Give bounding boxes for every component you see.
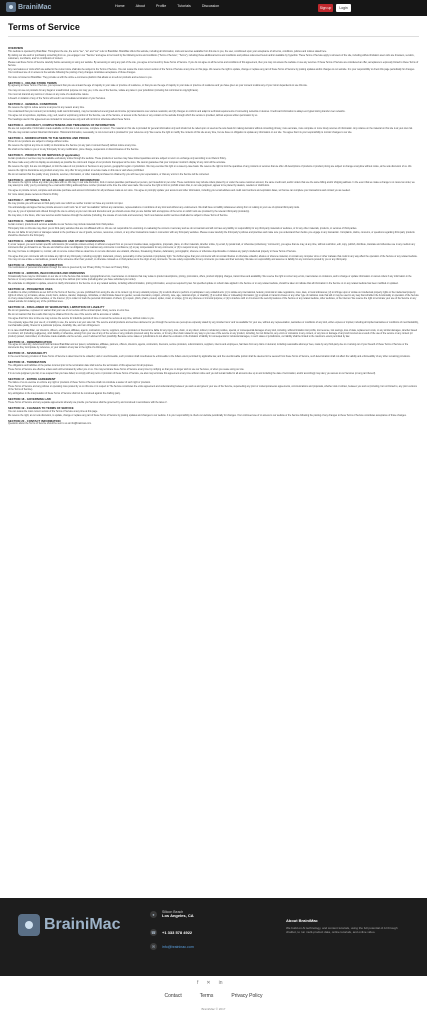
terms-section — [8, 341, 419, 351]
section-heading: SECTION 13 - DISCLAIMER OF WARRANTIES; LIMITATION OF LIABILITY — [8, 304, 105, 309]
section-paragraph: The obligations and liabilities of the parties incurred prior to the termination date shall survive the termination of this agreement for all purposes. — [8, 364, 154, 367]
section-heading: SECTION 18 - GOVERNING LAW — [8, 397, 51, 402]
section-paragraph: You agree to provide current, complete and accurate purchase and account information for all purchases made at our store. You agree to promptly update your account and other information, including your email address and credit card numbers and expiration dates, so that we can complete your transactions and contact you as needed. — [8, 189, 351, 192]
linkedin-icon[interactable]: in — [218, 980, 223, 986]
terms-section — [8, 264, 419, 271]
terms-sections — [8, 47, 419, 426]
address-line1: Silicon Beach — [162, 910, 184, 914]
section-paragraph: We may provide you with access to third-party tools over which we neither monitor nor have any control nor input. — [8, 202, 124, 205]
section-paragraph: We shall not be liable to you or to any third-party for any modification, price change, suspension or discontinuance of the Service. — [8, 149, 140, 152]
section-heading: SECTION 14 - INDEMNIFICATION — [8, 339, 52, 344]
section-paragraph: You understand that your content (not including credit card information), may be transferred unencrypted and involve (a) transmissions over various networks; and (b) changes to conform and adapt to technical requirements of connecting networks or devices. Credit card information is always encrypted during transfer over networks. — [8, 110, 346, 113]
section-paragraph: The failure of us to exercise or enforce any right or provision of these Terms of Service shall not constitute a waiver of such right or provision. — [8, 381, 151, 384]
privacy-policy-link[interactable]: Privacy Policy — [231, 993, 263, 999]
section-paragraph: Any use by you of optional tools offered through the site is entirely at your own risk and discretion and you should ensure that you are familiar with and approve of the terms on which tools are provided by the relevant third-party provider(s). — [8, 211, 250, 213]
terms-section — [8, 179, 419, 197]
footer-logo[interactable] — [18, 914, 120, 936]
terms-section — [8, 199, 419, 218]
section-heading: SECTION 4 - MODIFICATIONS TO THE SERVICE AND PRICES — [8, 136, 90, 141]
section-paragraph: We do not warrant that the results that may be obtained from the use of the service will be accurate or reliable. — [8, 313, 121, 316]
section-heading: SECTION 10 - PERSONAL INFORMATION — [8, 262, 63, 267]
section-paragraph: Third-party links on this site may direct you to third-party websites that are not affiliated with us. We are not responsible for examining or evaluating the content or accuracy and we do not warrant and will not have any liability or responsibility for any third-party materials or websites, or for any other materials, products, or services of third-parties. — [8, 228, 358, 231]
section-paragraph: In no case shall BrainiMac, our directors, officers, employees, affiliates, agents, contractors, interns, suppliers, service providers or licensors be liable for any injury, loss, claim, or any direct, indirect, incidental, punitive, special, or consequential damages of any kind, including, without limitation lost profits, lost revenue, lost savings, loss of data, replacement costs, or any similar damages, whether based in contract, tort (including negligence), strict liability or otherwise, arising from your use of any of the service or any products procured using the service, or for any other claim related in any way to your use of the service or any product, including, but not limited to, any errors or omissions in any content, or any loss or damage of any kind incurred as a result of the use of the service or any content (or product) posted, transmitted, or otherwise made available via the service, even if advised of their possibility. Because some states or jurisdictions do not allow the exclusion or the limitation of liability for consequential or incidental damages, in such states or jurisdictions, our liability shall be limited to the maximum extent permitted by law. — [8, 329, 418, 338]
section-paragraph: Prices for our products are subject to change without notice. — [8, 140, 70, 143]
top-navbar — [0, 0, 427, 16]
section-heading: SECTION 8 - THIRD-PARTY LINKS — [8, 219, 54, 224]
section-heading: SECTION 17 - ENTIRE AGREEMENT — [8, 377, 56, 382]
section-heading: SECTION 3 - ACCURACY, COMPLETENESS AND TIMELINESS OF INFORMATION — [8, 123, 115, 128]
section-heading: SECTION 12 - PROHIBITED USES — [8, 287, 53, 292]
section-paragraph: You may not use our products for any illegal or unauthorized purpose nor may you, in the use of the Service, violate any laws in your jurisdiction (including but not limited to copyright laws). — [8, 89, 199, 92]
section-paragraph: These Terms of Service and any policies or operating rules posted by us on this site or in respect to The Service constitutes the entire agreement and understanding between you and us and govern your use of the Service, superseding any prior or contemporaneous agreements, communications and proposals, whether oral or written, between you and us (including, but not limited to, any prior versions of the Terms of Service). — [8, 385, 417, 392]
section-paragraph: Certain products or services may be available exclusively online through the website. These products or services may have limited quantities and are subject to return or exchange only according to our Return Policy. — [8, 157, 227, 160]
social-links — [197, 980, 223, 986]
section-paragraph: Any ambiguities in the interpretation of these Terms of Service shall not be construed against the drafting party. — [8, 393, 121, 396]
section-paragraph: These Terms of Service are effective unless and until terminated by either you or us. You may terminate these Terms of Service at any time by notifying us that you no longer wish to use our Services, or when you cease using our site. — [8, 368, 245, 371]
bottom-links — [0, 993, 427, 999]
title-divider — [8, 36, 419, 37]
section-paragraph: This website is operated by BrainiMac. Throughout the site, the terms "we", "us" and "our" refer to BrainiMac. BrainiMac offers this website, including all information, tools and services available from this site to you, the user, conditioned upon your acceptance of all terms, conditions, policies and notices stated here. — [8, 50, 327, 53]
section-paragraph: Any new features or tools which are added to the current store shall also be subject to the Terms of Service. You can review the most current version of the Terms of Service at any time on this page. We reserve the right to update, change or replace any part of these Terms of Service by posting updates and/or changes to our website. It is your responsibility to check this page periodically for changes. Your continued use of or access to the website following the posting of any changes constitutes acceptance of those changes. — [8, 69, 415, 75]
section-paragraph: The headings used in this agreement are included for convenience only and will not limit or otherwise affect these Terms. — [8, 119, 131, 122]
section-paragraph: You agree not to reproduce, duplicate, copy, sell, resell or exploit any portion of the Service, use of the Service, or access to the Service or any contact on the website through which the service is provided, without express written permission by us. — [8, 115, 258, 118]
facebook-icon[interactable]: f — [197, 980, 199, 986]
section-heading: SECTION 5 - PRODUCTS OR SERVICES (if applicable) — [8, 153, 80, 158]
terms-section — [8, 398, 419, 405]
terms-section — [8, 407, 419, 418]
terms-section — [8, 361, 419, 376]
section-paragraph: We have made every effort to display as accurately as possible the colors and images of our products that appear at the store. We cannot guarantee that your computer monitor's display of any color will be accurate. — [8, 162, 226, 165]
footer-address — [150, 910, 194, 919]
footer-about — [286, 918, 406, 934]
section-paragraph: If in our sole judgment you fail, or we suspect that you have failed, to comply with any term or provision of these Terms of Service, we also may terminate this agreement at any time without notice and you will remain liable for all amounts due up to and including the date of termination; and/or accordingly may deny you access to our Services (or any part thereof). — [8, 373, 376, 376]
section-paragraph: You expressly agree that your use of, or inability to use, the service is at your sole risk. The service and all products and services delivered to you through the service are (except as expressly stated by us) provided 'as is' and 'as available' for your use, without any representation, warranties or conditions of any kind, either express or implied, including all implied warranties or conditions of merchantability, merchantable quality, fitness for a particular purpose, durability, title, and non-infringement. — [8, 322, 419, 328]
bottom-bar — [0, 976, 427, 1024]
section-heading: SECTION 19 - CHANGES TO TERMS OF SERVICE — [8, 405, 74, 410]
section-paragraph: We are not responsible if information made available on this site is not accurate, complete or current. The material on this site is provided for general information only and should not be relied upon or used as the sole basis for making decisions without consulting primary, more accurate, more complete or more timely sources of information. Any reliance on the material on this site is at your own risk. — [8, 128, 413, 130]
phone-number[interactable]: +1 333 578 4922 — [162, 930, 193, 935]
section-heading: SECTION 20 - CONTACT INFORMATION — [8, 418, 61, 423]
footer-phone — [150, 929, 192, 936]
section-paragraph: Your submission of personal information through the store is governed by our Privacy Policy. To view our Privacy Policy. — [8, 267, 130, 270]
about-text: We build on AI technology, and content tutorials, using the full potential of AI through chatbot, to run multi-product data, online tutorials, and online video. — [286, 926, 398, 934]
contact-link[interactable]: Contact — [164, 993, 182, 999]
section-heading: SECTION 9 - USER COMMENTS, FEEDBACK AND OTHER SUBMISSIONS — [8, 239, 105, 244]
section-heading: SECTION 16 - TERMINATION — [8, 360, 47, 365]
section-paragraph: You agree that from time to time we may remove the service for indefinite periods of time or cancel the service at any time, without notice to you. — [8, 318, 155, 321]
terms-section — [8, 82, 419, 101]
terms-link[interactable]: Terms — [199, 993, 214, 999]
address-line2: Los Angeles, CA — [162, 913, 194, 919]
section-heading: SECTION 6 - ACCURACY OF BILLING AND ACCOUNT INFORMATION — [8, 177, 100, 182]
section-paragraph: We reserve the right to refuse service to anyone for any reason at any time. — [8, 106, 85, 109]
location-icon: ● — [150, 911, 157, 918]
nav-profile[interactable]: Profile — [156, 4, 167, 8]
section-heading: SECTION 15 - SEVERABILITY — [8, 351, 48, 356]
terms-section — [8, 47, 419, 80]
section-paragraph: You agree that your comments will not violate any right of any third-party, including copyright, trademark, privacy, personality or other personal or proprietary right. You further agree that your comments will not contain libelous or otherwise unlawful, abusive or obscene material, or contain any computer virus or other malware that could in any way affect the operation of the Service or any related website. You may not use a false e-mail address, pretend to be someone other than yourself, or otherwise mislead us or third-parties as to the origin of any comments. You are solely responsible for any comments you make and their accuracy. We take no responsibility and assume no liability for any comments posted by you or any third-party. — [8, 255, 418, 261]
phone-icon: ☎ — [151, 930, 156, 935]
section-paragraph: We reserve the right, at our sole discretion, to update, change or replace any part of these Terms of Service by posting updates and changes to our website. It is your responsibility to check our website periodically for changes. Your continued use of or access to our website or the Service following the posting of any changes to these Terms of Service constitutes acceptance of those changes. — [8, 414, 407, 417]
nav-home[interactable]: Home — [115, 4, 125, 8]
terms-section — [8, 378, 419, 396]
section-paragraph: We are not liable for any harm or damages related to the purchase or use of goods, services, resources, content, or any other transactions made in connection with any third-party websites. Please review carefully the third-party's policies and practices and make sure you understand them before you engage in any transaction. Complaints, claims, concerns, or questions regarding third-party products should be directed to the third-party. — [8, 232, 415, 238]
section-heading: SECTION 2 - GENERAL CONDITIONS — [8, 102, 58, 107]
brand-logo[interactable] — [6, 2, 51, 12]
section-paragraph: If, at our request, you send certain specific submissions (for example contest entries) or without a request from us you send creative ideas, suggestions, proposals, plans, or other materials, whether online, by email, by postal mail, or otherwise (collectively, 'comments'), you agree that we may, at any time, without restriction, edit, copy, publish, distribute, translate and otherwise use in any medium any comments that you forward to us. We are and shall be under no obligation (1) to maintain any comments in confidence; (2) to pay compensation for any comments; or (3) to respond to any comments. — [8, 244, 416, 250]
page-title: Terms of Service — [8, 22, 80, 32]
terms-section — [8, 137, 419, 152]
email-icon: ✉ — [151, 944, 156, 949]
section-paragraph: By agreeing to these Terms of Service, you represent that you are at least the age of majority in your state or province of residence, or that you are the age of majority in your state or province of residence and you have given us your consent to allow any of your minor dependents to use this site. — [8, 85, 308, 88]
section-paragraph: We reserve the right, but are not obligated, to limit the sales of our products or Services to any person, geographic region or jurisdiction. We may exercise this right on a case-by-case basis. We reserve the right to limit the quantities of any products or services that we offer. All descriptions of products or product pricing are subject to change at anytime without notice, at the sole discretion of us. We reserve the right to discontinue any product at any time. Any offer for any product or service made on this site is void where prohibited. — [8, 166, 412, 172]
email-link[interactable]: info@braininac.com — [162, 944, 194, 949]
section-paragraph: For more detail, please review our Returns Policy. — [8, 193, 59, 196]
section-paragraph: You can review the most current version of the Terms of Service at any time at this page. — [8, 410, 98, 413]
section-paragraph: We may also, in the future, offer new services and/or features through the website (including, the release of new tools and resources). Such new features and/or services shall also be subject to these Terms of Service. — [8, 215, 229, 218]
section-paragraph: Certain content, products and services available via our Service may include materials from third-parties. — [8, 223, 115, 226]
terms-section — [8, 154, 419, 176]
about-heading: About BrainiMac — [286, 918, 318, 923]
section-heading: OVERVIEW — [8, 46, 24, 50]
nav-about[interactable]: About — [135, 4, 145, 8]
footer-brand-name: BrainiMac — [44, 916, 121, 933]
login-button[interactable]: Login — [336, 4, 351, 12]
nav-tutorials[interactable]: Tutorials — [177, 4, 191, 8]
section-paragraph: We do not warrant that the quality of any products, services, information, or other material purchased or obtained by you will meet your expectations, or that any errors in the Service will be corrected. — [8, 173, 210, 176]
section-paragraph: Questions about the Terms of Service should be sent to us at info@braininac.com. — [8, 423, 92, 426]
section-paragraph: You acknowledge and agree that we provide access to such tools "as is" and "as available" without any warranties, representations or conditions of any kind and without any endorsement. We shall have no liability whatsoever arising from or relating to your use of optional third-party tools. — [8, 206, 300, 209]
section-paragraph: Please read these Terms of Service carefully before accessing or using our website. By accessing or using any part of the site, you agree to be bound by these Terms of Service. If you do not agree to all the terms and conditions of this agreement, then you may not access the website or use any services. If these Terms of Service are considered an offer, acceptance is expressly limited to these Terms of Service. — [8, 62, 419, 68]
terms-section — [8, 352, 419, 359]
nav-discussion[interactable]: Discussion — [201, 4, 220, 8]
brain-logo-icon — [18, 914, 40, 936]
terms-section — [8, 103, 419, 122]
x-twitter-icon[interactable]: ✕ — [206, 980, 211, 986]
section-paragraph: You must not transmit any worms or viruses or any code of a destructive nature. — [8, 93, 90, 96]
section-heading: SECTION 11 - ERRORS, INACCURACIES AND OMISSIONS — [8, 271, 85, 276]
section-paragraph: Occasionally there may be information on our site or in the Service that contains typographical errors, inaccuracies or omissions that may relate to product descriptions, pricing, promotions, offers, product shipping charges, transit times and availability. We reserve the right to correct any errors, inaccuracies or omissions, and to change or update information or cancel orders if any information in the Service or on any related website is inaccurate at any time without prior notice (including after you have submitted your order). — [8, 275, 412, 281]
terms-section — [8, 288, 419, 304]
terms-section — [8, 272, 419, 286]
section-paragraph: We reserve the right at any time to modify or discontinue the Service (or any part or content thereof) without notice at any time. — [8, 145, 137, 148]
footer — [0, 898, 427, 976]
section-paragraph: We undertake no obligation to update, amend or clarify information in the Service or on any related website, including without limitation, pricing information, except as required by law. No specified update or refresh date applied in the Service or on any related website, should be taken to indicate that all information in the Service or on any related website has been modified or updated. — [8, 283, 399, 286]
terms-section — [8, 306, 419, 339]
brand-name: BrainiMac — [18, 3, 52, 11]
section-paragraph: You agree to indemnify, defend and hold harmless BrainiMac and our parent, subsidiaries, affiliates, partners, officers, directors, agents, contractors, licensors, service providers, subcontractors, suppliers, interns and employees, harmless from any claim or demand, including reasonable attorneys' fees, made by any third-party due to or arising out of your breach of these Terms of Service or the documents they incorporate by reference, or your violation of any law or the rights of a third-party. — [8, 344, 409, 350]
footer-email — [150, 943, 194, 950]
section-paragraph: We reserve the right to refuse any order you place with us. We may, in our sole discretion, limit or cancel quantities purchased per person, per household or per order. These restrictions may include orders placed by or under the same customer account, the same credit card, and/or orders that use the same billing and/or shipping address. In the event that we make a change to or cancel an order, we may attempt to notify you by contacting the e-mail and/or billing address/phone number provided at the time the order was made. We reserve the right to limit or prohibit orders that, in our sole judgment, appear to be placed by dealers, resellers or distributors. — [8, 182, 415, 188]
signup-button[interactable]: Sign up — [319, 6, 332, 10]
section-paragraph: We do not guarantee, represent or warrant that your use of our service will be uninterrupted, timely, secure or error-free. — [8, 309, 130, 312]
terms-section — [8, 240, 419, 261]
section-heading: SECTION 1 - ONLINE STORE TERMS — [8, 80, 57, 85]
section-paragraph: By visiting our site and/ or purchasing something from us, you engage in our "Service" and agree to be bound by the following terms and conditions ("Terms of Service", "Terms"), including those additional terms and conditions and policies referenced herein and/or available by hyperlink. These Terms of Service apply to all users of the site, including without limitation users who are browsers, vendors, customers, merchants, and/ or contributors of content. — [8, 54, 415, 60]
terms-section — [8, 420, 419, 427]
section-paragraph: This site may contain certain historical information. Historical information, necessarily, is not current and is provided for your reference only. We reserve the right to modify the contents of this site at any time, but we have no obligation to update any information on our site. You agree that it is your responsibility to monitor changes to our site. — [8, 132, 353, 135]
section-paragraph: Our store is hosted on BrainiMac. They provide us with the online e-commerce platform that allows us to sell our products and services to you. — [8, 76, 153, 79]
terms-section — [8, 220, 419, 238]
main-nav — [115, 4, 219, 8]
section-paragraph: A breach or violation of any of the Terms will result in an immediate termination of your Services. — [8, 98, 106, 101]
brain-logo-icon — [6, 2, 16, 12]
section-paragraph: We may, but have no obligation to, monitor, edit or remove content that we determine in our sole discretion are unlawful, offensive, threatening, libelous, defamatory, pornographic, obscene or otherwise objectionable or violates any party's intellectual property or these Terms of Service. — [8, 251, 297, 254]
terms-section — [8, 124, 419, 135]
section-paragraph: In addition to other prohibitions as set forth in the Terms of Service, you are prohibited from using the site or its content: (a) for any unlawful purpose; (b) to solicit others to perform or participate in any unlawful acts; (c) to violate any international, federal, provincial or state regulations, rules, laws, or local ordinances; (d) to infringe upon or violate our intellectual property rights or the intellectual property rights of others; (e) to harass, abuse, insult, harm, defame, slander, disparage, intimidate, or discriminate based on gender, sexual orientation, religion, ethnicity, race, age, national origin, or disability; (f) to submit false or misleading information; (g) to upload or transmit viruses or any other type of malicious code that will or may be used in any way that will affect the functionality or operation of the Service or of any related website, other websites, or the Internet; (h) to collect or track the personal information of others; (i) to spam, phish, pharm, pretext, spider, crawl, or scrape; (j) for any obscene or immoral purpose; or (k) to interfere with or circumvent the security features of the Service or any related website, other websites, or the Internet. We reserve the right to terminate your use of the Service or any related website for violating any of the prohibited uses. — [8, 291, 419, 303]
section-paragraph: These Terms of Service and any separate agreements whereby we provide you Services shall be governed by and construed in accordance with the laws of . — [8, 401, 168, 404]
section-heading: SECTION 7 - OPTIONAL TOOLS — [8, 197, 51, 202]
section-paragraph: In the event that any provision of these Terms of Service is determined to be unlawful, void or unenforceable, such provision shall nonetheless be enforceable to the fullest extent permitted by applicable law, and the unenforceable portion shall be deemed to be severed from these Terms of Service, such determination shall not affect the validity and enforceability of any other remaining provisions. — [8, 355, 411, 358]
copyright: BrainiMac © 2017 — [201, 1007, 226, 1011]
terms-content — [8, 22, 419, 428]
